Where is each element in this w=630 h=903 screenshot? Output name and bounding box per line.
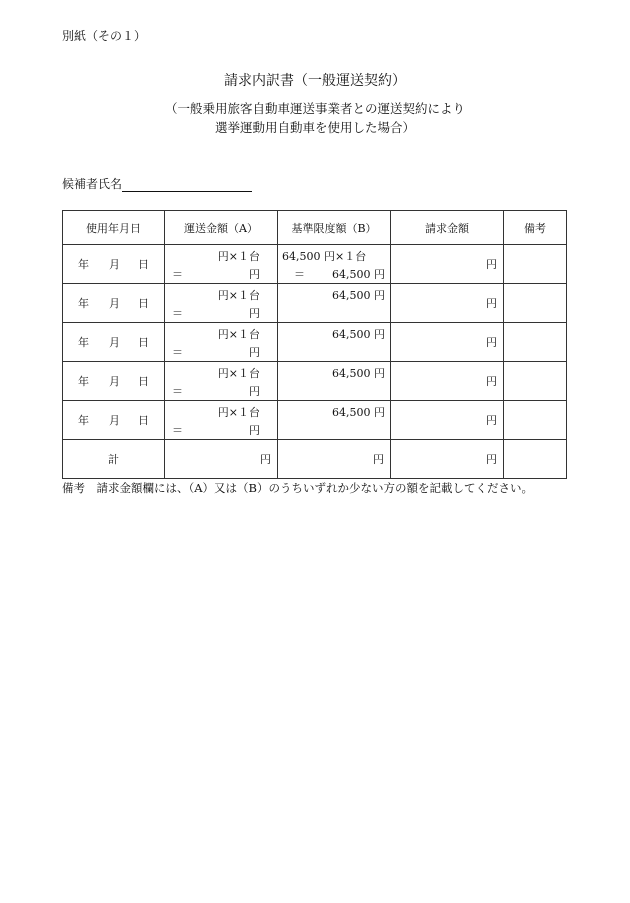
claim-cell[interactable]: 円 bbox=[391, 245, 504, 284]
table-row bbox=[63, 401, 567, 440]
table-row bbox=[63, 362, 567, 401]
claim-cell[interactable]: 円 bbox=[391, 323, 504, 362]
total-remarks-cell[interactable] bbox=[504, 440, 567, 479]
limit-cell: 64,500 円×１台 ＝ 64,500 円 bbox=[278, 245, 391, 284]
limit-cell: 64,500 円 bbox=[278, 362, 391, 401]
footnote: 備考 請求金額欄には、（A）又は（B）のうちいずれか少ない方の額を記載してください。 bbox=[62, 481, 534, 495]
total-row bbox=[63, 440, 567, 479]
fare-cell[interactable]: 円×１台 ＝ 円 bbox=[165, 323, 278, 362]
annex-label: 別紙（その１） bbox=[62, 29, 147, 43]
table-row bbox=[63, 245, 567, 284]
limit-cell: 64,500 円 bbox=[278, 323, 391, 362]
remarks-cell[interactable] bbox=[504, 323, 567, 362]
remarks-cell[interactable] bbox=[504, 362, 567, 401]
date-cell[interactable]: 年 月 日 bbox=[63, 401, 165, 440]
header-usage-date: 使用年月日 bbox=[63, 211, 165, 245]
fare-cell[interactable]: 円×１台 ＝ 円 bbox=[165, 362, 278, 401]
candidate-name-label: 候補者氏名 bbox=[62, 177, 123, 191]
table-header-row bbox=[63, 211, 567, 245]
subtitle-line-2: 選挙運動用自動車を使用した場合） bbox=[214, 120, 415, 135]
total-label: 計 bbox=[63, 440, 165, 479]
claim-cell[interactable]: 円 bbox=[391, 362, 504, 401]
header-remarks: 備考 bbox=[504, 211, 567, 245]
table-row bbox=[63, 323, 567, 362]
header-limit-amount: 基準限度額（B） bbox=[278, 211, 391, 245]
date-cell[interactable]: 年 月 日 bbox=[63, 323, 165, 362]
total-fare-cell[interactable]: 円 bbox=[165, 440, 278, 479]
document-subtitle bbox=[0, 99, 630, 137]
header-claim-amount: 請求金額 bbox=[391, 211, 504, 245]
remarks-cell[interactable] bbox=[504, 245, 567, 284]
candidate-name-line[interactable] bbox=[122, 179, 252, 192]
limit-cell: 64,500 円 bbox=[278, 401, 391, 440]
date-cell[interactable]: 年 月 日 bbox=[63, 245, 165, 284]
total-claim-cell[interactable]: 円 bbox=[391, 440, 504, 479]
breakdown-table bbox=[62, 210, 567, 479]
table-row bbox=[63, 284, 567, 323]
claim-cell[interactable]: 円 bbox=[391, 284, 504, 323]
total-limit-cell[interactable]: 円 bbox=[278, 440, 391, 479]
fare-cell[interactable]: 円×１台 ＝ 円 bbox=[165, 401, 278, 440]
date-cell[interactable]: 年 月 日 bbox=[63, 284, 165, 323]
candidate-name-field bbox=[62, 175, 252, 192]
document-title: 請求内訳書（一般運送契約） bbox=[224, 73, 406, 89]
fare-cell[interactable]: 円×１台 ＝ 円 bbox=[165, 245, 278, 284]
remarks-cell[interactable] bbox=[504, 401, 567, 440]
claim-cell[interactable]: 円 bbox=[391, 401, 504, 440]
date-cell[interactable]: 年 月 日 bbox=[63, 362, 165, 401]
subtitle-line-1: （一般乗用旅客自動車運送事業者との運送契約により bbox=[164, 101, 465, 116]
limit-cell: 64,500 円 bbox=[278, 284, 391, 323]
fare-cell[interactable]: 円×１台 ＝ 円 bbox=[165, 284, 278, 323]
remarks-cell[interactable] bbox=[504, 284, 567, 323]
header-fare-amount: 運送金額（A） bbox=[165, 211, 278, 245]
